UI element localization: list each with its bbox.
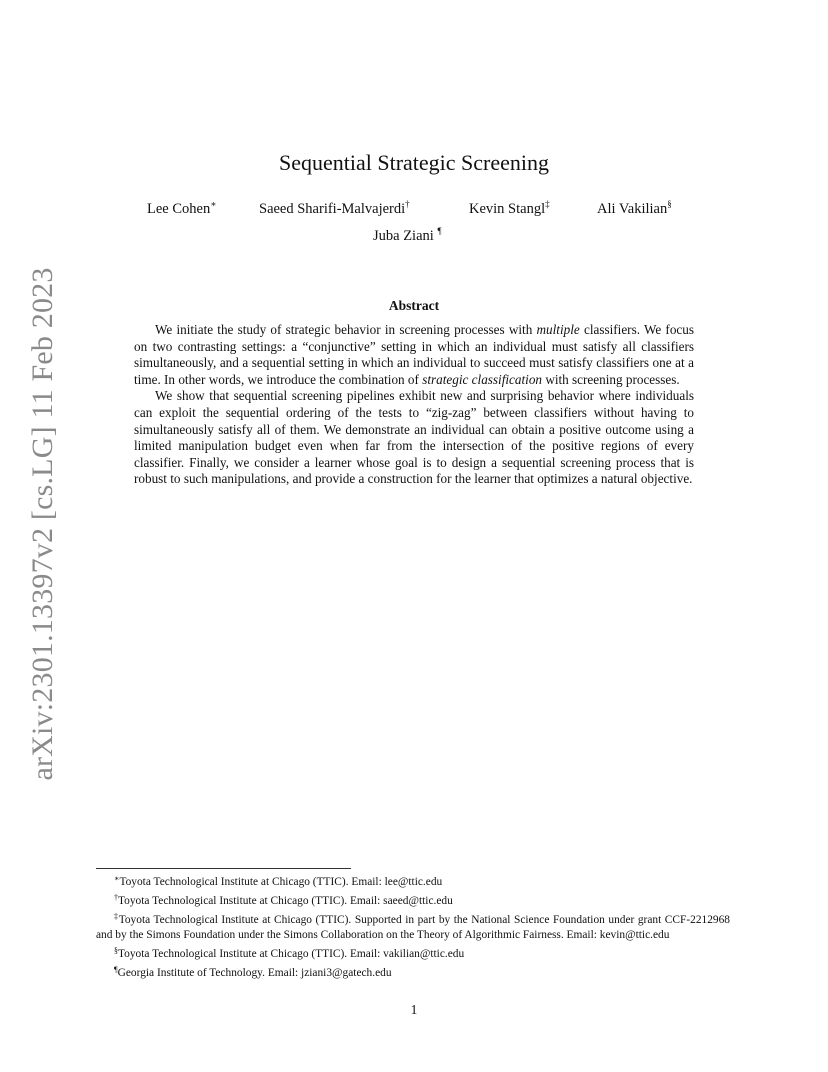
author-juba-ziani: [373, 226, 442, 245]
footnote-text: Toyota Technological Institute at Chicago (TTIC). Email: saeed@ttic.edu: [118, 895, 453, 907]
author-list: [0, 199, 828, 244]
abstract-emphasis: multiple: [536, 322, 580, 337]
footnote-mark: †: [114, 893, 118, 902]
footnote-mark: ∗: [114, 874, 120, 883]
abstract-paragraph-2: We show that sequential screening pipelines exhibit new and surprising behavior where individuals can exploit the sequential ordering of the tests to “zig-zag” between classifiers without having to simultaneously satisfy all of them. We demonstrate an individual can obtain a positive outcome using a limited manipulation budget even when far from the intersection of the positive regions of every classifier. Finally, we consider a learner whose goal is to design a sequential screening process that is robust to such manipulations, and provide a construction for the learner that optimizes a natural objective.: [134, 388, 694, 487]
author-saeed-sharifi-malvajerdi: [259, 199, 410, 218]
abstract-text: We initiate the study of strategic behavior in screening processes with: [155, 322, 537, 337]
abstract-text: classifiers. We focus on two contrasting settings: a “conjunctive” setting in which an individual must satisfy all classifiers simultaneously, and a sequential setting in which an individual to succeed must satisfy classifiers one at a time. In other words, we introduce the combination of: [134, 322, 694, 387]
footnote-text: Toyota Technological Institute at Chicago (TTIC). Email: lee@ttic.edu: [119, 876, 443, 888]
author-footnote-mark: †: [405, 199, 410, 209]
author-footnote-mark: ¶: [437, 226, 442, 236]
author-footnote-mark: ∗: [210, 199, 217, 209]
abstract-body: [134, 322, 694, 488]
page-number: 1: [410, 1002, 418, 1017]
author-footnote-mark: ‡: [545, 199, 550, 209]
footnote-mark: ¶: [114, 965, 118, 974]
author-lee-cohen: [147, 199, 216, 218]
footnote: [96, 909, 730, 943]
author-name: Kevin Stangl: [469, 201, 546, 217]
author-kevin-stangl: [469, 199, 550, 218]
footnote-mark: §: [114, 946, 118, 955]
footnotes: [96, 871, 730, 981]
abstract-emphasis: strategic classification: [422, 371, 543, 387]
footnote-text: Toyota Technological Institute at Chicago (TTIC). Email: vakilian@ttic.edu: [118, 948, 465, 960]
footnote: [96, 962, 730, 981]
footnote-text: Toyota Technological Institute at Chicago (TTIC). Supported in part by the National Science Foundation under grant CCF-2212968 and by the Simons Foundation under the Simons Collaboration on the Theory of Algorithmic Fairness. Email: kevin@ttic.edu: [96, 914, 730, 941]
footnote-text: Georgia Institute of Technology. Email: jziani3@gatech.edu: [117, 967, 392, 979]
footnote: [96, 890, 730, 909]
author-name: Lee Cohen: [147, 201, 211, 217]
abstract-heading: Abstract: [388, 298, 440, 313]
footnote-divider: [96, 868, 351, 869]
author-footnote-mark: §: [667, 199, 672, 209]
author-name: Juba Ziani: [373, 228, 434, 244]
author-name: Saeed Sharifi-Malvajerdi: [259, 201, 406, 217]
arxiv-identifier-stamp: arXiv:2301.13397v2 [cs.LG] 11 Feb 2023: [26, 267, 59, 781]
footnote-mark: ‡: [114, 912, 119, 921]
author-name: Ali Vakilian: [597, 201, 668, 217]
author-ali-vakilian: [597, 199, 672, 218]
abstract-paragraph-1: [134, 322, 694, 388]
paper-title: Sequential Strategic Screening: [278, 150, 550, 175]
abstract-text: with screening processes.: [542, 371, 680, 387]
footnote: [96, 871, 730, 890]
footnote: [96, 943, 730, 962]
